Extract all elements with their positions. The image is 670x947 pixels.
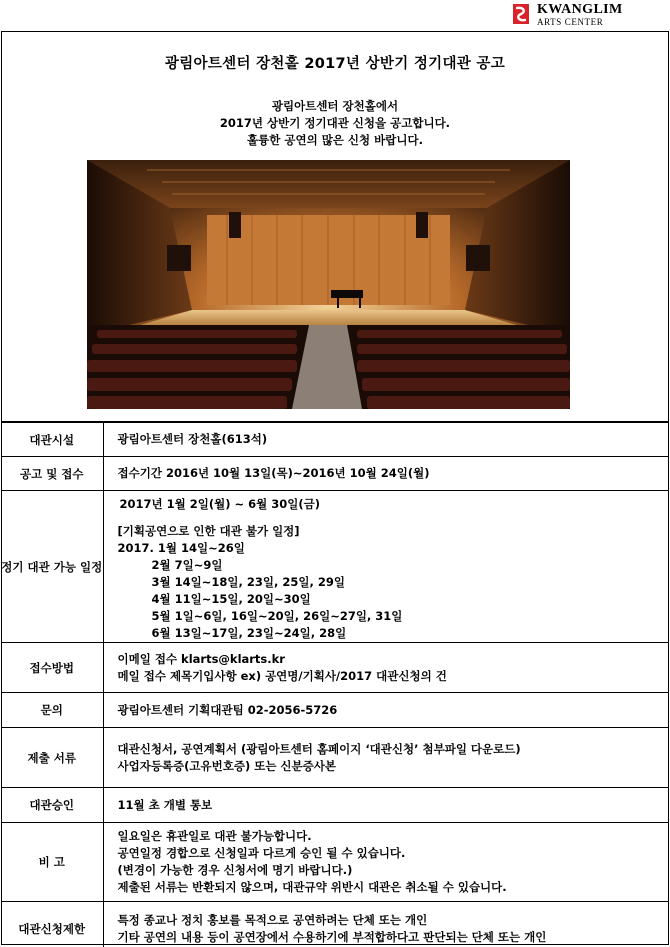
table-row xyxy=(1,902,669,947)
blocked-date: 3월 14일~18일, 23일, 25일, 29일 xyxy=(151,575,345,589)
row-value xyxy=(103,902,669,947)
value-line: 광림아트센터 장천홀(613석) xyxy=(117,432,268,446)
blocked-date: 2017. 1월 14일~26일 xyxy=(117,541,245,555)
label-line: 가능 일정 xyxy=(53,559,103,574)
row-label xyxy=(1,491,103,643)
row-label: 제출 서류 xyxy=(1,728,103,788)
concert-hall-photo xyxy=(87,160,570,409)
table-row xyxy=(1,643,669,693)
value-line: 11월 초 개별 통보 xyxy=(117,797,213,812)
blocked-date: 5월 1일~6일, 16일~20일, 26일~27일, 31일 xyxy=(151,609,403,623)
blocked-date: 6월 13일~17일, 23일~24일, 28일 xyxy=(151,626,347,640)
spacer xyxy=(118,513,670,523)
kwanglim-logo xyxy=(510,2,668,30)
table-row xyxy=(1,423,669,457)
row-value xyxy=(103,491,669,643)
row-value xyxy=(103,423,669,457)
row-value xyxy=(103,643,669,693)
value-line: 사업자등록증(고유번호증) 또는 신분증사본 xyxy=(117,758,336,773)
intro-line: 2017년 상반기 정기대관 신청을 공고합니다. xyxy=(219,116,451,130)
table-row xyxy=(1,693,669,728)
row-label: 비 고 xyxy=(1,823,103,902)
info-table xyxy=(1,422,669,947)
logo-name: KWANGLIM xyxy=(537,2,623,17)
value-line: 기타 공연의 내용 등이 공연장에서 수용하기에 부적합하다고 판단되는 단체 또는 개인 xyxy=(117,929,547,944)
row-label: 대관승인 xyxy=(1,788,103,823)
table-row xyxy=(1,823,669,902)
value-line: 대관신청서, 공연계획서 (광림아트센터 홈페이지 ‘대관신청’ 첨부파일 다운로드) xyxy=(117,741,521,756)
row-value xyxy=(103,457,669,491)
blocked-date: 2월 7일~9일 xyxy=(151,558,223,572)
value-line: 일요일은 휴관일로 대관 불가능합니다. xyxy=(117,829,312,843)
row-label: 접수방법 xyxy=(1,643,103,693)
value-line: 공연일정 경합으로 신청일과 다르게 승인 될 수 있습니다. xyxy=(117,846,406,860)
blocked-dates-heading: [기획공연으로 인한 대관 불가 일정] xyxy=(117,524,300,538)
blocked-date: 4월 11일~15일, 20일~30일 xyxy=(151,592,311,606)
intro-text xyxy=(0,98,670,149)
table-row xyxy=(1,457,669,491)
value-line: 특정 종교나 정치 홍보를 목적으로 공연하려는 단체 또는 개인 xyxy=(117,912,428,927)
row-value xyxy=(103,823,669,902)
value-line: 이메일 접수 klarts@klarts.kr xyxy=(117,651,285,666)
row-label: 문의 xyxy=(1,693,103,728)
row-value xyxy=(103,788,669,823)
intro-line: 광림아트센터 장천홀에서 xyxy=(271,99,399,113)
value-line: (변경이 가능한 경우 신청서에 명기 바랍니다.) xyxy=(117,863,353,877)
value-line: 광림아트센터 기획대관팀 02-2056-5726 xyxy=(117,702,338,717)
rental-period: 2017년 1월 2일(월) ~ 6월 30일(금) xyxy=(119,497,320,511)
intro-line: 훌륭한 공연의 많은 신청 바랍니다. xyxy=(247,133,423,147)
value-line: 메일 접수 제목기입사항 ex) 공연명/기획사/2017 대관신청의 건 xyxy=(117,668,447,683)
value-line: 제출된 서류는 반환되지 않으며, 대관규약 위반시 대관은 취소될 수 있습니다. xyxy=(117,880,507,894)
value-line: 접수기간 2016년 10월 13일(목)~2016년 10월 24일(월) xyxy=(117,466,430,480)
page-title: 광림아트센터 장천홀 2017년 상반기 정기대관 공고 xyxy=(164,56,506,72)
row-value xyxy=(103,693,669,728)
row-label: 대관시설 xyxy=(1,423,103,457)
row-label: 대관신청제한 xyxy=(1,902,103,947)
table-row xyxy=(1,728,669,788)
row-value xyxy=(103,728,669,788)
row-label: 공고 및 접수 xyxy=(1,457,103,491)
label-line: 정기 대관 xyxy=(1,559,50,574)
logo-subtitle: ARTS CENTER xyxy=(537,17,604,27)
table-row xyxy=(1,788,669,823)
kwanglim-logo-mark-icon xyxy=(510,2,532,26)
table-row xyxy=(1,491,669,643)
